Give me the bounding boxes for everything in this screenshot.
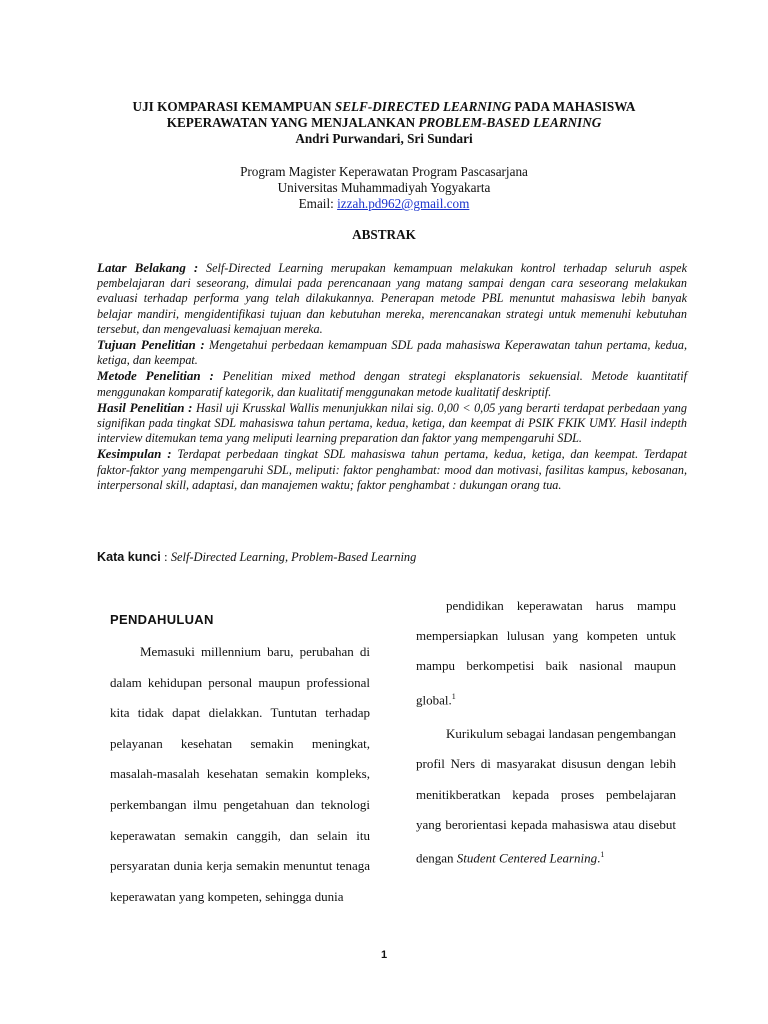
keywords-label: Kata kunci	[97, 550, 161, 564]
page-number: 1	[380, 949, 388, 961]
email-line: Email: izzah.pd962@gmail.com	[298, 196, 470, 211]
left-column	[110, 607, 370, 912]
title-line-1: UJI KOMPARASI KEMAMPUAN SELF-DIRECTED LEARNING PADA MAHASISWA	[132, 99, 636, 114]
right-column	[416, 591, 676, 873]
intro-paragraph-1: Memasuki millennium baru, perubahan di dalam kehidupan personal maupun professional kita tidak dapat dielakkan. Tuntutan terhadap pelayanan kesehatan semakin meningkat, masalah-masalah kesehatan semakin kompleks, perkembangan ilmu pengetahuan dan teknologi keperawatan semakin canggih, dan selain itu persyaratan dunia kerja semakin menuntut tenaga keperawatan yang kompeten, sehingga dunia	[110, 644, 370, 904]
email-link[interactable]: izzah.pd962@gmail.com	[337, 196, 470, 211]
abstract-method: Metode Penelitian : Penelitian mixed method dengan strategi eksplanatoris sekuensial. Metode kuantitatif menggunakan komparatif kategorik, dan kualitatif menggunakan metode kualitatif deskriptif.	[97, 368, 687, 399]
program-name: Program Magister Keperawatan Program Pascasarjana	[240, 164, 528, 179]
keywords: Kata kunci : Self-Directed Learning, Problem-Based Learning	[97, 549, 417, 564]
affiliation	[0, 164, 768, 212]
intro-paragraph-1-cont: pendidikan keperawatan harus mampu mempersiapkan lulusan yang kompeten untuk mampu berkompetisi baik nasional maupun global.$^1$	[416, 598, 676, 707]
paper-title	[0, 99, 768, 147]
abstract-body	[97, 260, 687, 493]
university-name: Universitas Muhammadiyah Yogyakarta	[277, 180, 491, 195]
abstract-results: Hasil Penelitian : Hasil uji Krusskal Wallis menunjukkan nilai sig. 0,00 < 0,05 yang berarti terdapat perbedaan yang signifikan pada tingkat SDL mahasiswa tahun pertama, kedua, ketiga, dan keempat di PSIK FKIK UMY. Hasil indepth interview ditemukan tema yang meliputi learning preparation dan faktor yang mempengaruhi SDL.	[97, 399, 687, 446]
abstract-heading: ABSTRAK	[352, 227, 416, 242]
authors: Andri Purwandari, Sri Sundari	[295, 131, 473, 146]
keywords-text: Self-Directed Learning, Problem-Based Learning	[170, 550, 417, 564]
abstract-background: Latar Belakang : Self-Directed Learning merupakan kemampuan melakukan kontrol terhadap seluruh aspek pembelajaran dari seseorang, dimulai pada perencanaan yang matang sampai dengan cara seseorang melakukan evaluasi terhadap performa yang telah dilakukannya. Penerapan metode PBL menuntut mahasiswa lebih banyak belajar mandiri, mengidentifikasi tujuan dan kebutuhan mereka, merencanakan strategi untuk memenuhi kebutuhan tersebut, dan mengevaluasi kemajuan mereka.	[97, 260, 687, 336]
abstract-objective: Tujuan Penelitian : Mengetahui perbedaan kemampuan SDL pada mahasiswa Keperawatan tahun pertama, kedua, ketiga, dan keempat.	[97, 337, 687, 368]
abstract-conclusion: Kesimpulan : Terdapat perbedaan tingkat SDL mahasiswa tahun pertama, kedua, ketiga, dan keempat. Terdapat faktor-faktor yang mempengaruhi SDL, meliputi: faktor penghambat: mood dan motivasi, fasilitas kampus, kebosanan, interpersonal skill, adaptasi, dan manajemen waktu; faktor penghambat : dukungan orang tua.	[97, 446, 687, 492]
title-line-2: KEPERAWATAN YANG MENJALANKAN PROBLEM-BASED LEARNING	[166, 115, 602, 130]
intro-paragraph-2: Kurikulum sebagai landasan pengembangan profil Ners di masyarakat disusun dengan lebih menitikberatkan kepada proses pembelajaran yang berorientasi kepada mahasiswa atau disebut dengan Student Centered Learning.$^1$	[416, 726, 676, 866]
section-heading-introduction: PENDAHULUAN	[110, 612, 214, 627]
